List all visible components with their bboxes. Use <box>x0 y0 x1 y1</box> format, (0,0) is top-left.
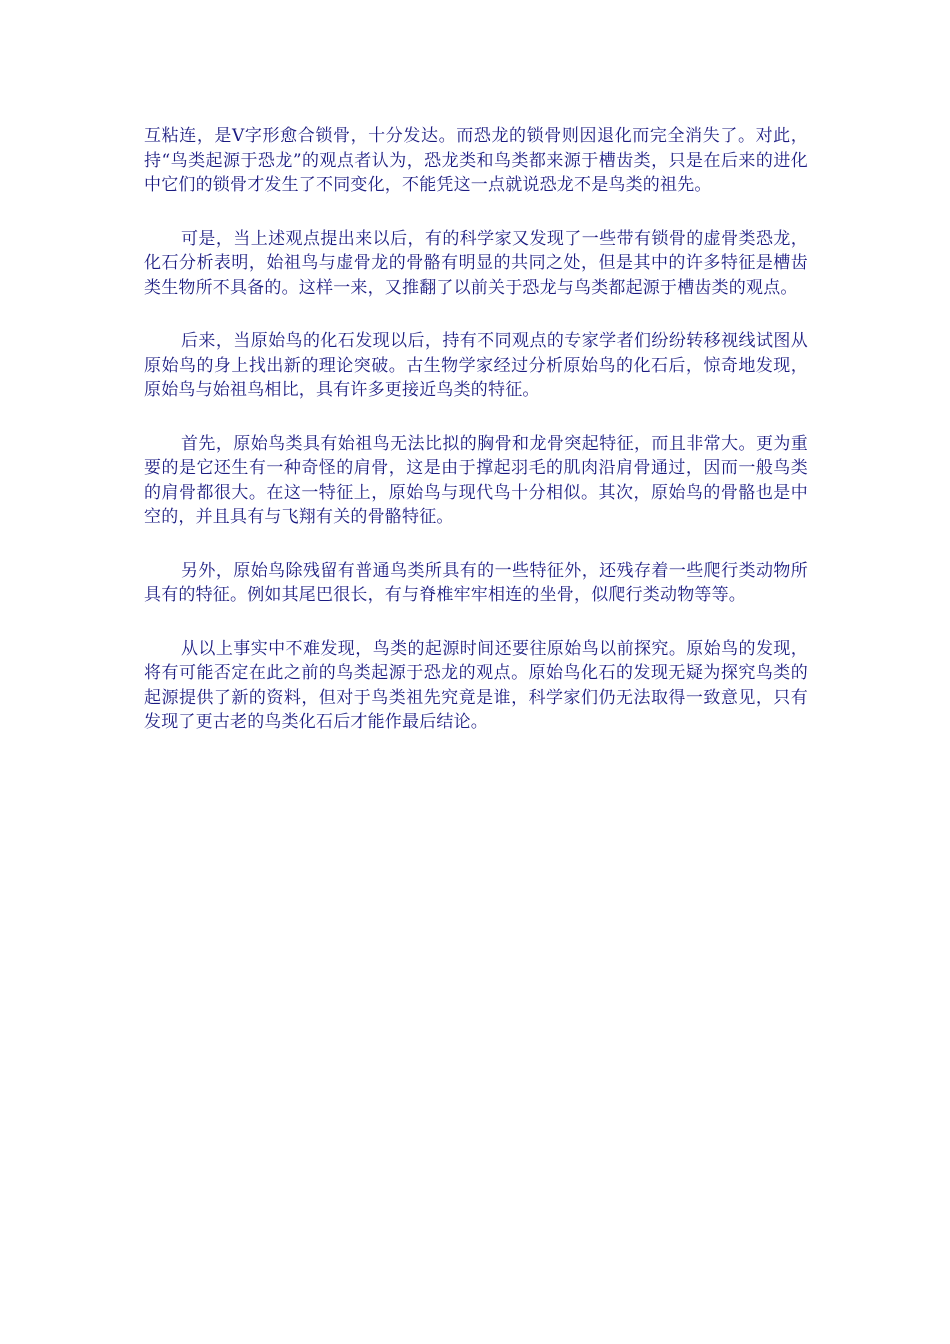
document-body <box>144 124 808 764</box>
paragraph-4: 首先，原始鸟类具有始祖鸟无法比拟的胸骨和龙骨突起特征，而且非常大。更为重要的是它还生有一种奇怪的肩骨，这是由于撑起羽毛的肌肉沿肩骨通过，因而一般鸟类的肩骨都很大。在这一特征上，原始鸟与现代鸟十分相似。其次，原始鸟的骨骼也是中空的，并且具有与飞翔有关的骨骼特征。 <box>144 433 808 527</box>
paragraph-2: 可是，当上述观点提出来以后，有的科学家又发现了一些带有锁骨的虚骨类恐龙，化石分析表明，始祖鸟与虚骨龙的骨骼有明显的共同之处，但是其中的许多特征是槽齿类生物所不具备的。这样一来，又推翻了以前关于恐龙与鸟类都起源于槽齿类的观点。 <box>144 228 808 298</box>
paragraph-3: 后来，当原始鸟的化石发现以后，持有不同观点的专家学者们纷纷转移视线试图从原始鸟的身上找出新的理论突破。古生物学家经过分析原始鸟的化石后，惊奇地发现，原始鸟与始祖鸟相比，具有许多更接近鸟类的特征。 <box>144 331 808 400</box>
paragraph-6: 从以上事实中不难发现，鸟类的起源时间还要往原始鸟以前探究。原始鸟的发现，将有可能否定在此之前的鸟类起源于恐龙的观点。原始鸟化石的发现无疑为探究鸟类的起源提供了新的资料，但对于鸟类祖先究竟是谁，科学家们仍无法取得一致意见，只有发现了更古老的鸟类化石后才能作最后结论。 <box>144 638 808 732</box>
paragraph-5: 另外，原始鸟除残留有普通鸟类所具有的一些特征外，还残存着一些爬行类动物所具有的特征。例如其尾巴很长，有与脊椎牢牢相连的坐骨，似爬行类动物等等。 <box>144 560 808 605</box>
paragraph-1: 互粘连，是V字形愈合锁骨，十分发达。而恐龙的锁骨则因退化而完全消失了。对此，持“鸟类起源于恐龙”的观点者认为，恐龙类和鸟类都来源于槽齿类，只是在后来的进化中它们的锁骨才发生了不同变化，不能凭这一点就说恐龙不是鸟类的祖先。 <box>144 126 808 195</box>
